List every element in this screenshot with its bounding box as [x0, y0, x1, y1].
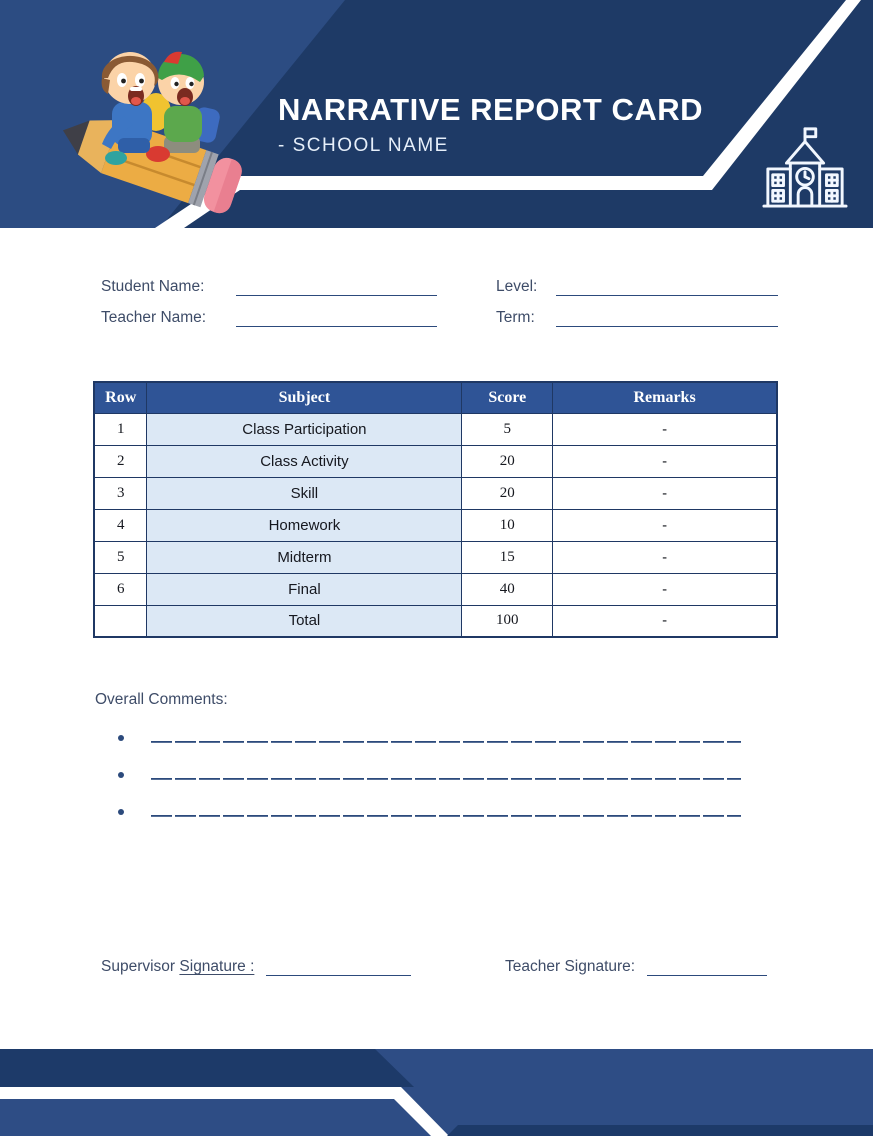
student-name-field	[101, 272, 437, 296]
comment-line-item	[118, 770, 741, 780]
score-cell: 20	[462, 477, 553, 509]
subject-cell: Class Activity	[147, 445, 462, 477]
comment-blank-line[interactable]	[151, 807, 741, 817]
score-cell: 5	[462, 413, 553, 445]
remarks-cell: -	[553, 509, 777, 541]
column-header-row: Row	[94, 382, 147, 413]
header-titles	[278, 92, 703, 157]
supervisor-signature-label: Supervisor Signature :	[101, 958, 255, 975]
comment-line-item	[118, 733, 741, 743]
table-row	[94, 541, 777, 573]
term-label: Term:	[496, 309, 535, 326]
table-row	[94, 445, 777, 477]
remarks-cell: -	[553, 477, 777, 509]
term-field	[496, 303, 778, 327]
comment-blank-line[interactable]	[151, 770, 741, 780]
row-number-cell: 1	[94, 413, 147, 445]
overall-comments-label: Overall Comments:	[95, 691, 228, 708]
column-header-score: Score	[462, 382, 553, 413]
table-header-row	[94, 382, 777, 413]
row-number-cell	[94, 605, 147, 637]
kids-riding-pencil-illustration	[52, 26, 244, 214]
supervisor-signature-field	[101, 952, 411, 976]
remarks-cell: -	[553, 605, 777, 637]
level-label: Level:	[496, 278, 538, 295]
row-number-cell: 6	[94, 573, 147, 605]
subject-cell: Class Participation	[147, 413, 462, 445]
remarks-cell: -	[553, 541, 777, 573]
total-label-cell: Total	[147, 605, 462, 637]
level-field	[496, 272, 778, 296]
row-number-cell: 4	[94, 509, 147, 541]
teacher-name-label: Teacher Name:	[101, 309, 207, 326]
table-row	[94, 573, 777, 605]
bullet-icon	[118, 809, 124, 815]
column-header-remarks: Remarks	[553, 382, 777, 413]
score-cell: 40	[462, 573, 553, 605]
footer-banner	[0, 1047, 873, 1136]
teacher-signature-field	[505, 952, 767, 976]
school-name-subtitle: - SCHOOL NAME	[278, 135, 449, 156]
score-cell: 15	[462, 541, 553, 573]
subject-cell: Final	[147, 573, 462, 605]
table-row	[94, 413, 777, 445]
student-name-label: Student Name:	[101, 278, 205, 295]
level-input[interactable]	[556, 276, 778, 296]
bullet-icon	[118, 772, 124, 778]
subject-cell: Homework	[147, 509, 462, 541]
total-score-cell: 100	[462, 605, 553, 637]
remarks-cell: -	[553, 413, 777, 445]
comment-blank-line[interactable]	[151, 733, 741, 743]
footer-background	[0, 1047, 873, 1136]
comment-line-item	[118, 807, 741, 817]
student-name-input[interactable]	[236, 276, 437, 296]
score-cell: 20	[462, 445, 553, 477]
subject-cell: Midterm	[147, 541, 462, 573]
term-input[interactable]	[556, 307, 778, 327]
header-banner	[0, 0, 873, 228]
score-cell: 10	[462, 509, 553, 541]
column-header-subject: Subject	[147, 382, 462, 413]
teacher-name-input[interactable]	[236, 307, 437, 327]
teacher-signature-input[interactable]	[647, 956, 767, 976]
table-row	[94, 477, 777, 509]
subject-cell: Skill	[147, 477, 462, 509]
page-title: NARRATIVE REPORT CARD	[278, 92, 703, 127]
table-total-row	[94, 605, 777, 637]
row-number-cell: 2	[94, 445, 147, 477]
teacher-name-field	[101, 303, 437, 327]
scores-table	[93, 381, 778, 638]
row-number-cell: 3	[94, 477, 147, 509]
remarks-cell: -	[553, 573, 777, 605]
school-building-icon	[760, 124, 850, 210]
remarks-cell: -	[553, 445, 777, 477]
row-number-cell: 5	[94, 541, 147, 573]
teacher-signature-label: Teacher Signature:	[505, 958, 636, 975]
supervisor-signature-input[interactable]	[266, 956, 411, 976]
bullet-icon	[118, 735, 124, 741]
table-row	[94, 509, 777, 541]
